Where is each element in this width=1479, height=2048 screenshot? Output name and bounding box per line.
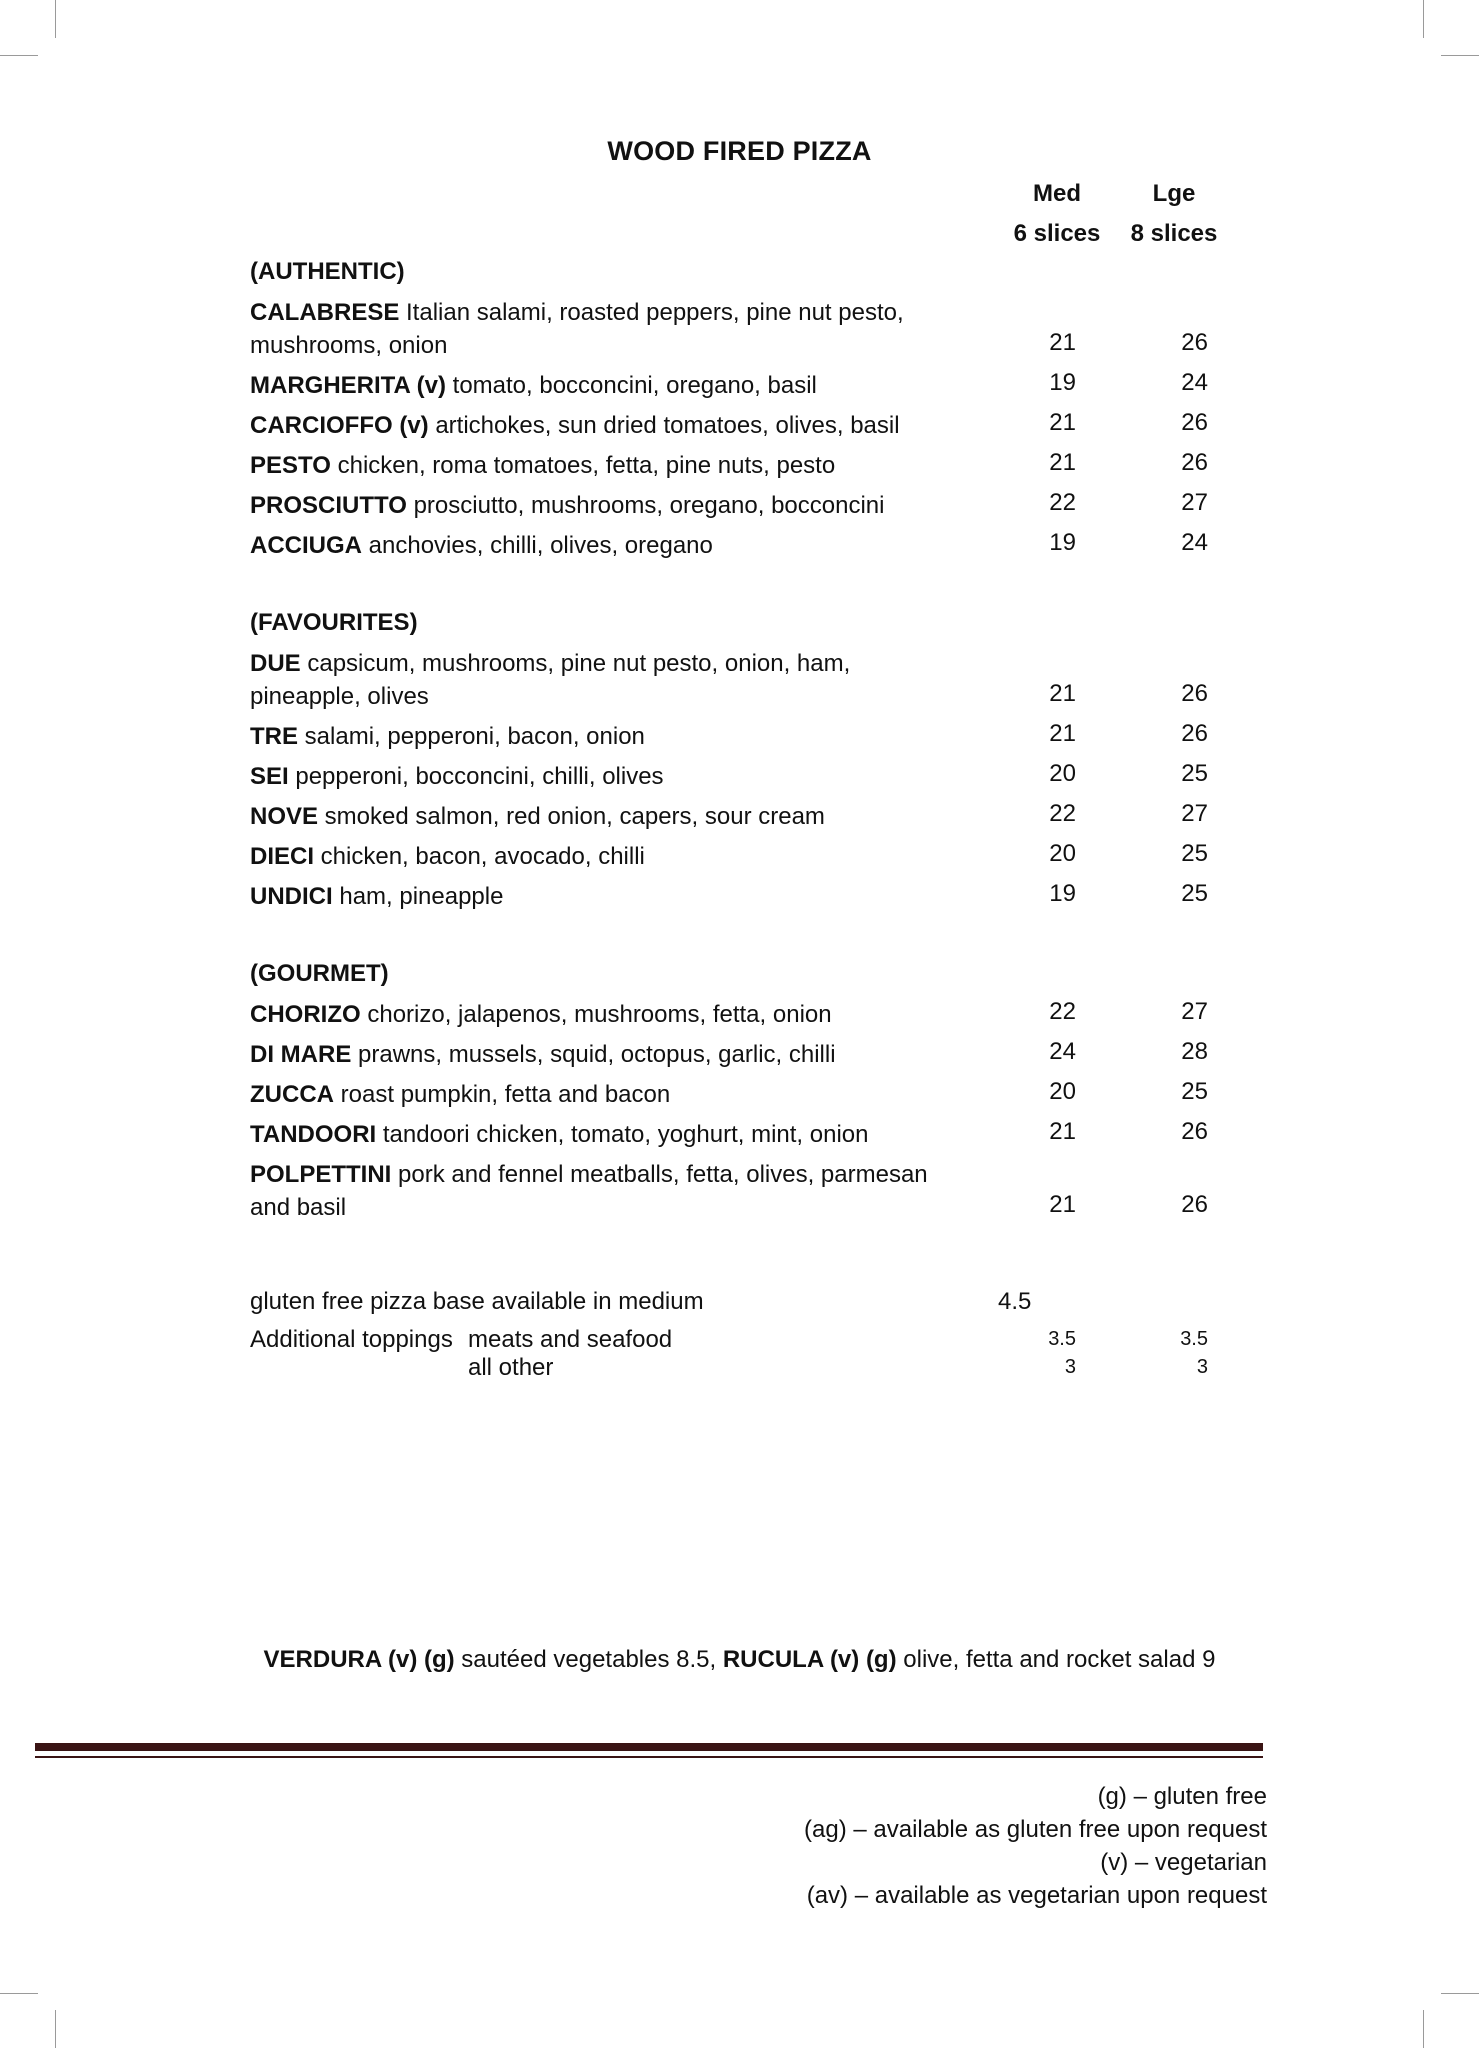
toppings-other-label: all other <box>468 1354 554 1381</box>
item-name: CARCIOFFO (v) <box>250 412 429 439</box>
item-name: CALABRESE <box>250 299 400 326</box>
sides-line <box>0 1646 1479 1674</box>
item-description: capsicum, mushrooms, pine nut pesto, onion, ham, <box>300 650 851 677</box>
side-description: olive, fetta and rocket salad 9 <box>896 1646 1216 1673</box>
menu-item <box>250 760 990 793</box>
item-description: smoked salmon, red onion, capers, sour cream <box>318 803 825 830</box>
legend-item: (g) – gluten free <box>1097 1783 1267 1810</box>
item-description: chorizo, jalapenos, mushrooms, fetta, onion <box>360 1001 832 1028</box>
menu-item <box>250 647 990 713</box>
crop-mark <box>0 1993 38 1994</box>
price-lge: 24 <box>1181 529 1208 556</box>
item-description: and basil <box>250 1194 347 1221</box>
gluten-free-note: gluten free pizza base available in medium <box>250 1288 704 1315</box>
column-med-slices: 6 slices <box>1013 220 1101 247</box>
toppings-meats-lge: 3.5 <box>1180 1328 1208 1350</box>
price-med: 21 <box>1049 1118 1076 1145</box>
column-med-label: Med <box>1033 180 1081 207</box>
price-med: 20 <box>1049 760 1076 787</box>
item-description: prawns, mussels, squid, octopus, garlic, chilli <box>351 1041 836 1068</box>
toppings-meats-label: meats and seafood <box>468 1326 673 1353</box>
price-med: 22 <box>1049 800 1076 827</box>
item-name: DUE <box>250 650 301 677</box>
item-name: UNDICI <box>250 883 333 910</box>
price-med: 24 <box>1049 1038 1076 1065</box>
item-description: chicken, bacon, avocado, chilli <box>314 843 645 870</box>
toppings-other-lge: 3 <box>1196 1356 1208 1378</box>
item-name: TANDOORI <box>250 1121 377 1148</box>
item-description: chicken, roma tomatoes, fetta, pine nuts, pesto <box>330 452 836 479</box>
item-description: salami, pepperoni, bacon, onion <box>298 723 645 750</box>
menu-item <box>250 1118 990 1151</box>
gluten-free-price: 4.5 <box>998 1288 1032 1315</box>
legend-item: (v) – vegetarian <box>1100 1849 1267 1876</box>
column-lge-slices: 8 slices <box>1130 220 1218 247</box>
crop-mark <box>1441 55 1479 56</box>
price-med: 19 <box>1049 529 1076 556</box>
item-description: tandoori chicken, tomato, yoghurt, mint, onion <box>376 1121 869 1148</box>
menu-item <box>250 840 990 873</box>
item-name: TRE <box>250 723 298 750</box>
crop-mark <box>0 55 38 56</box>
price-med: 21 <box>1049 409 1076 436</box>
price-lge: 26 <box>1181 1118 1208 1145</box>
price-med: 21 <box>1049 680 1076 707</box>
price-med: 22 <box>1049 998 1076 1025</box>
side-description: sautéed vegetables 8.5, <box>454 1646 723 1673</box>
item-name: MARGHERITA (v) <box>250 372 446 399</box>
price-lge: 26 <box>1181 409 1208 436</box>
menu-item <box>250 529 990 562</box>
price-med: 21 <box>1049 1191 1076 1218</box>
price-lge: 25 <box>1181 760 1208 787</box>
crop-mark <box>1423 0 1424 38</box>
toppings-other-med: 3 <box>1064 1356 1076 1378</box>
divider-thick <box>35 1743 1263 1751</box>
price-lge: 26 <box>1181 329 1208 356</box>
crop-mark <box>55 0 56 38</box>
price-med: 20 <box>1049 840 1076 867</box>
item-description: roast pumpkin, fetta and bacon <box>334 1081 671 1108</box>
item-name: PESTO <box>250 452 331 479</box>
divider-thin <box>35 1756 1263 1758</box>
item-description: artichokes, sun dried tomatoes, olives, basil <box>428 412 900 439</box>
menu-item <box>250 449 990 482</box>
dietary-legend <box>804 1780 1267 1912</box>
price-lge: 28 <box>1181 1038 1208 1065</box>
item-name: ACCIUGA <box>250 532 362 559</box>
toppings-label: Additional toppings <box>250 1326 453 1353</box>
item-description: pork and fennel meatballs, fetta, olives, parmesan <box>391 1161 928 1188</box>
item-description: prosciutto, mushrooms, oregano, bocconcini <box>406 492 885 519</box>
item-description: Italian salami, roasted peppers, pine nut pesto, <box>399 299 904 326</box>
menu-item <box>250 800 990 833</box>
price-med: 21 <box>1049 720 1076 747</box>
price-lge: 25 <box>1181 880 1208 907</box>
item-name: PROSCIUTTO <box>250 492 407 519</box>
price-med: 19 <box>1049 369 1076 396</box>
price-med: 21 <box>1049 449 1076 476</box>
item-description: anchovies, chilli, olives, oregano <box>362 532 713 559</box>
price-lge: 25 <box>1181 840 1208 867</box>
price-med: 20 <box>1049 1078 1076 1105</box>
menu-item <box>250 1078 990 1111</box>
menu-item <box>250 880 990 913</box>
item-name: POLPETTINI <box>250 1161 392 1188</box>
price-med: 21 <box>1049 329 1076 356</box>
price-lge: 26 <box>1181 1191 1208 1218</box>
menu-item <box>250 409 990 442</box>
item-name: SEI <box>250 763 289 790</box>
price-lge: 27 <box>1181 489 1208 516</box>
menu-item <box>250 1038 990 1071</box>
price-lge: 24 <box>1181 369 1208 396</box>
crop-mark <box>1423 2010 1424 2048</box>
item-description: pepperoni, bocconcini, chilli, olives <box>288 763 664 790</box>
legend-item: (ag) – available as gluten free upon request <box>804 1816 1267 1843</box>
side-name: VERDURA (v) (g) <box>263 1646 455 1673</box>
item-description: pineapple, olives <box>250 683 429 710</box>
price-lge: 26 <box>1181 680 1208 707</box>
menu-item <box>250 720 990 753</box>
menu-item <box>250 296 990 362</box>
section-heading: (GOURMET) <box>250 960 389 987</box>
price-med: 19 <box>1049 880 1076 907</box>
item-name: NOVE <box>250 803 319 830</box>
toppings-meats-med: 3.5 <box>1048 1328 1076 1350</box>
price-lge: 26 <box>1181 720 1208 747</box>
item-name: CHORIZO <box>250 1001 361 1028</box>
item-description: ham, pineapple <box>332 883 504 910</box>
price-lge: 25 <box>1181 1078 1208 1105</box>
item-name: DIECI <box>250 843 315 870</box>
menu-item <box>250 998 990 1031</box>
item-description: tomato, bocconcini, oregano, basil <box>445 372 817 399</box>
price-med: 22 <box>1049 489 1076 516</box>
page-title: WOOD FIRED PIZZA <box>607 136 872 166</box>
section-heading: (FAVOURITES) <box>250 609 418 636</box>
item-name: ZUCCA <box>250 1081 334 1108</box>
side-name: RUCULA (v) (g) <box>722 1646 897 1673</box>
price-lge: 27 <box>1181 800 1208 827</box>
crop-mark <box>55 2010 56 2048</box>
menu-item <box>250 1158 990 1224</box>
menu-item <box>250 369 990 402</box>
column-lge-label: Lge <box>1152 180 1196 207</box>
legend-item: (av) – available as vegetarian upon request <box>806 1882 1267 1909</box>
crop-mark <box>1441 1993 1479 1994</box>
item-description: mushrooms, onion <box>250 332 448 359</box>
item-name: DI MARE <box>250 1041 352 1068</box>
section-heading: (AUTHENTIC) <box>250 258 405 285</box>
menu-item <box>250 489 990 522</box>
price-lge: 27 <box>1181 998 1208 1025</box>
price-lge: 26 <box>1181 449 1208 476</box>
